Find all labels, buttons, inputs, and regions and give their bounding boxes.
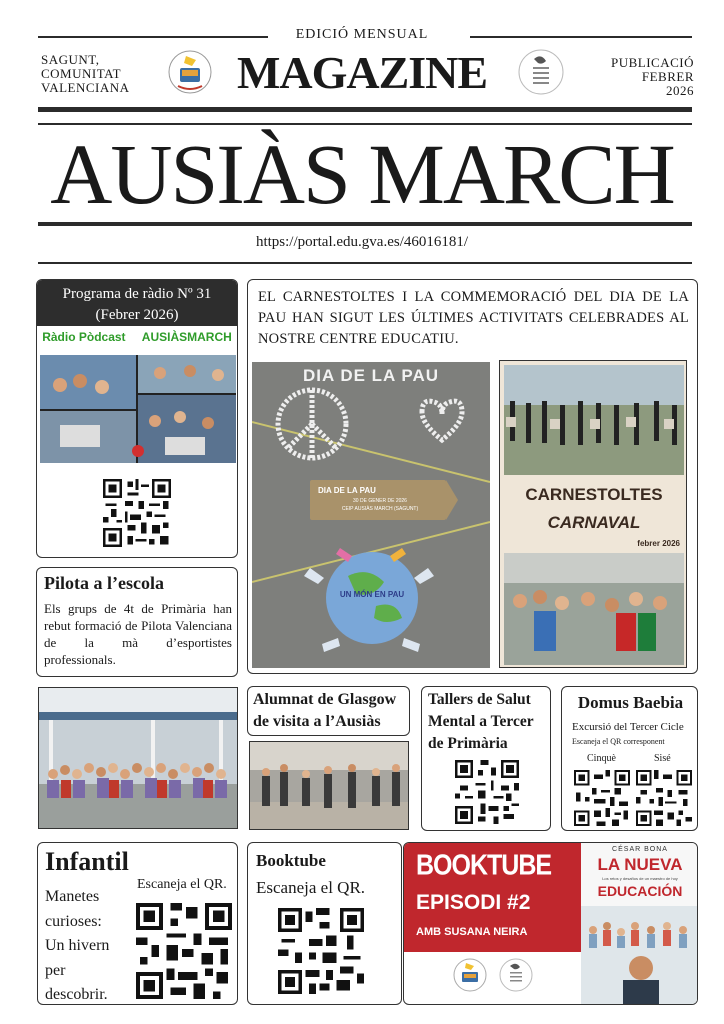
tallers-card [421, 686, 551, 831]
domus-qr-sise[interactable] [636, 770, 692, 826]
school-url-link[interactable]: https://portal.edu.gva.es/46016181/ [255, 234, 469, 250]
infantil-line: per [45, 961, 66, 979]
book-title-line2: EDUCACIÓN [597, 883, 683, 899]
tallers-qr-code[interactable] [455, 760, 519, 824]
infantil-line: curioses: [45, 912, 102, 930]
promo-title: BOOKTUBE [416, 849, 552, 882]
header-thin-rule [38, 123, 692, 125]
magazine-label: MAGAZINE [236, 47, 488, 98]
book-cover-photo [581, 906, 698, 1005]
domus-qr-left-label: Cinquè [587, 753, 616, 764]
book-cover [581, 843, 698, 1005]
publication-block [560, 56, 694, 98]
header-thick-rule [38, 107, 692, 112]
lead-story-card [247, 279, 698, 674]
domus-note: Escaneja el QR corresponent [572, 737, 665, 746]
infantil-line: Un hivern [45, 937, 110, 954]
domus-card [561, 686, 698, 831]
radio-band-right: AUSIÀSMARCH [141, 330, 232, 344]
infantil-title: Infantil [45, 847, 129, 876]
radio-qr-code[interactable] [103, 479, 171, 547]
booktube-card [247, 842, 402, 1005]
page-title: AUSIÀS MARCH [50, 126, 674, 222]
domus-title: Domus Baebia [577, 693, 684, 712]
school-circle-logo [516, 47, 566, 97]
domus-qr-right-label: Sisé [654, 753, 671, 764]
title-rule [38, 222, 692, 226]
infantil-card [37, 842, 238, 1005]
infantil-line: descobrir. [45, 986, 108, 1003]
book-author: CÉSAR BONA [612, 846, 668, 853]
domus-qr-cinque[interactable] [574, 770, 630, 826]
peace-banner-date: 30 DE GENER DE 2026 [353, 498, 407, 504]
book-title-line1: LA NUEVA [597, 855, 683, 874]
booktube-scan-label: Escaneja el QR. [256, 878, 366, 897]
carnival-date: febrer 2026 [637, 539, 680, 548]
booktube-promo-card [403, 842, 698, 1005]
publication-line: 2026 [666, 83, 694, 98]
pilota-group-photo [38, 687, 238, 829]
infantil-line: Manetes [45, 888, 100, 905]
publication-line: PUBLICACIÓ [610, 55, 694, 70]
location-line: COMUNITAT [41, 66, 122, 81]
promo-episode: EPISODI #2 [416, 891, 531, 914]
booktube-title: Booktube [256, 851, 326, 870]
promo-logo-left [452, 957, 488, 993]
peace-day-photo [252, 362, 490, 668]
location-block [41, 53, 130, 95]
location-line: VALENCIANA [41, 80, 130, 95]
publication-line: FEBRER [641, 69, 694, 84]
radio-photo-collage [40, 355, 236, 463]
infantil-scan-label: Escaneja el QR. [137, 877, 227, 892]
globe-text: UN MÓN EN PAU [339, 590, 405, 599]
glasgow-title: Alumnat de Glasgow de visita a l’Ausiàs [253, 691, 397, 730]
carnival-subtitle: CARNAVAL [547, 513, 641, 532]
infantil-text-block [45, 885, 109, 1005]
booktube-qr-code[interactable] [278, 908, 364, 994]
pilota-body: Els grups de 4t de Primària han rebut formació de Pilota Valenciana de la mà d’esportistes professionals. [44, 601, 232, 667]
radio-header [37, 280, 237, 326]
promo-guest: AMB SUSANA NEIRA [416, 926, 528, 938]
carnival-title: CARNESTOLTES [525, 485, 663, 504]
school-crest-logo [166, 48, 214, 96]
location-line: SAGUNT, [41, 52, 100, 67]
radio-card [36, 279, 238, 558]
pilota-card [36, 567, 238, 677]
radio-title: Programa de ràdio Nº 31 [62, 286, 212, 302]
peace-banner-title: DIA DE LA PAU [318, 486, 376, 495]
pilota-title: Pilota a l’escola [44, 573, 164, 593]
book-tagline: Los retos y desafíos de un maestro de hoy [602, 876, 678, 881]
tallers-title: Tallers de Salut Mental a Tercer de Primària [428, 691, 534, 752]
url-rule [38, 262, 692, 264]
peace-banner-school: CEIP AUSIÀS MARCH (SAGUNT) [341, 506, 419, 512]
peace-field-text: DIA DE LA PAU [302, 366, 440, 385]
edition-label: EDICIÓ MENSUAL [295, 27, 429, 42]
promo-logo-right [498, 957, 534, 993]
carnival-photo-card [499, 360, 687, 668]
radio-band [37, 330, 237, 350]
radio-date: (Febrer 2026) [95, 307, 179, 323]
lead-story-text: EL CARNESTOLTES I LA COMMEMORACIÓ DEL DIA DE LA PAU HAN SIGUT LES ÚLTIMES ACTIVITATS CELEBRADES AL NOSTRE CENTRE EDUCATIU. [258, 289, 689, 347]
infantil-qr-code[interactable] [136, 903, 232, 999]
glasgow-card [247, 686, 410, 736]
radio-band-left: Ràdio Pòdcast [42, 330, 126, 344]
domus-subtitle: Excursió del Tercer Cicle [572, 721, 684, 733]
glasgow-photo [249, 741, 409, 830]
